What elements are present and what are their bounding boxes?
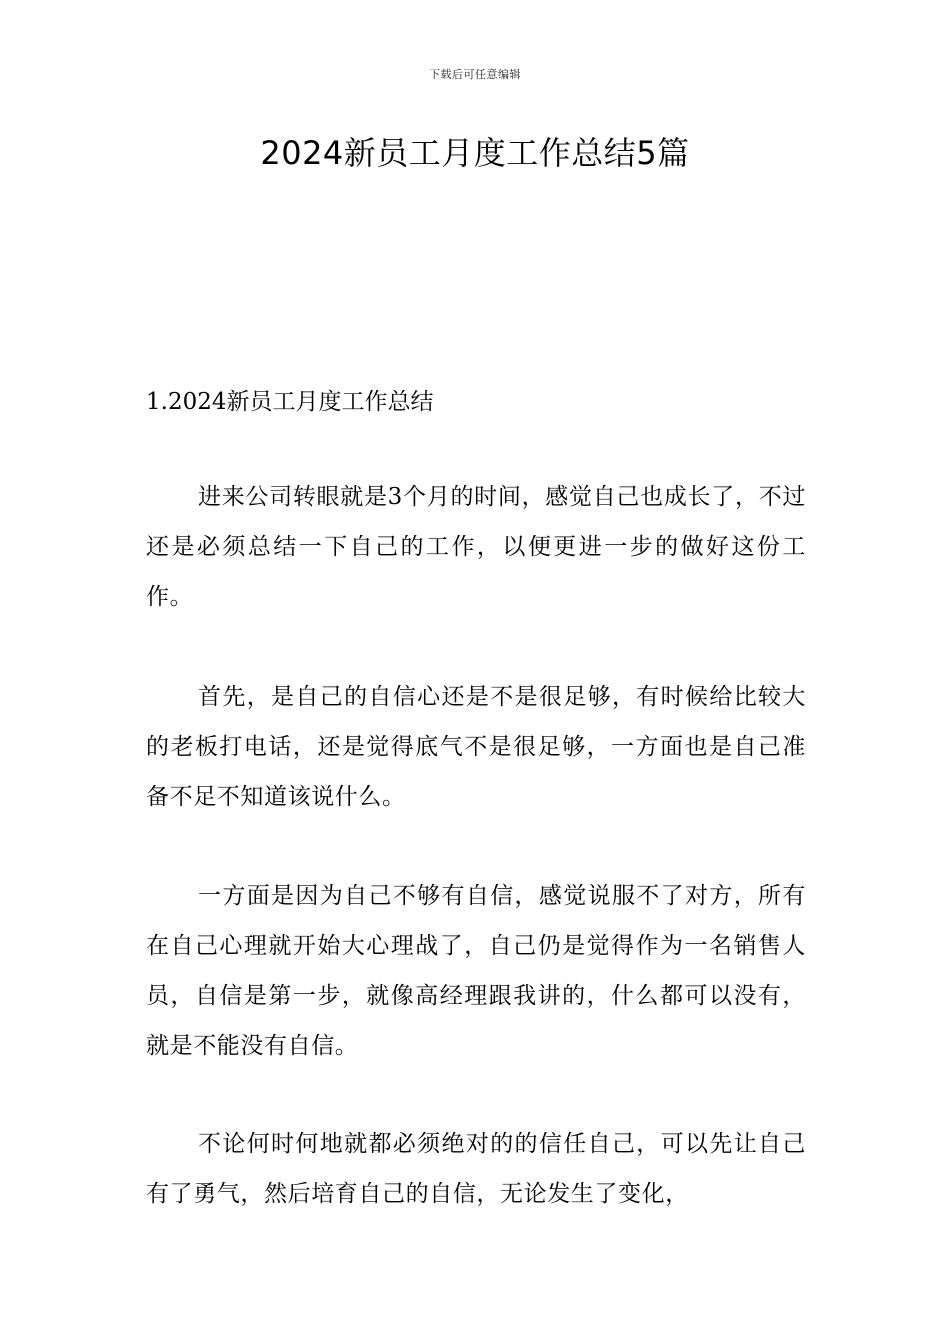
paragraph: 进来公司转眼就是3个月的时间，感觉自己也成长了，不过还是必须总结一下自己的工作，以便更进一步的做好这份工作。 xyxy=(146,484,806,610)
header-note: 下载后可任意编辑 xyxy=(429,68,521,81)
document-title: 2024新员工月度工作总结5篇 xyxy=(260,134,690,172)
paragraph: 首先，是自己的自信心还是不是很足够，有时候给比较大的老板打电话，还是觉得底气不是很足够，一方面也是自己准备不足不知道该说什么。 xyxy=(146,684,806,810)
paragraph: 一方面是因为自己不够有自信，感觉说服不了对方，所有在自己心理就开始大心理战了，自己仍是觉得作为一名销售人员，自信是第一步，就像高经理跟我讲的，什么都可以没有，就是不能没有自信。 xyxy=(146,883,806,1059)
paragraph: 不论何时何地就都必须绝对的的信任自己，可以先让自己有了勇气，然后培育自己的自信，无论发生了变化， xyxy=(146,1131,806,1207)
section-heading: 1.2024新员工月度工作总结 xyxy=(146,389,434,415)
